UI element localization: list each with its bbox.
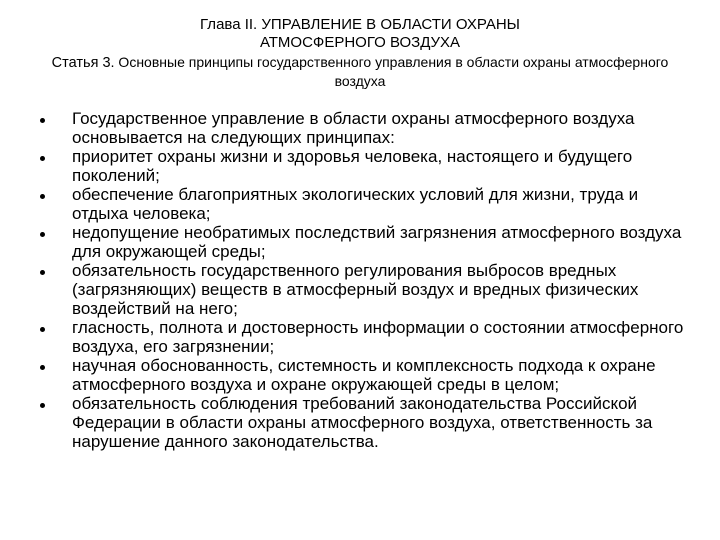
list-item bbox=[40, 261, 690, 318]
list-item-text: обеспечение благоприятных экологических условий для жизни, труда и отдыха человека; bbox=[72, 185, 639, 223]
article-label: Статья 3. bbox=[51, 55, 115, 71]
bullet-icon bbox=[40, 270, 45, 275]
chapter-title-line-2: АТМОСФЕРНОГО ВОЗДУХА bbox=[259, 34, 461, 51]
bullet-icon bbox=[40, 327, 45, 332]
principles-list bbox=[40, 109, 690, 451]
list-item-text: приоритет охраны жизни и здоровья человека, настоящего и будущего поколений; bbox=[72, 147, 633, 185]
list-item-text: недопущение необратимых последствий загрязнения атмосферного воздуха для окружающей среды; bbox=[72, 223, 682, 261]
list-item bbox=[40, 185, 690, 223]
slide-header bbox=[40, 16, 680, 91]
list-item-text: научная обоснованность, системность и комплексность подхода к охране атмосферного воздуха и охране окружающей среды в целом; bbox=[72, 356, 656, 394]
bullet-icon bbox=[40, 403, 45, 408]
list-item-text: гласность, полнота и достоверность информации о состоянии атмосферного воздуха, его загрязнении; bbox=[72, 318, 684, 356]
list-item bbox=[40, 318, 690, 356]
list-item-text: обязательность соблюдения требований законодательства Российской Федерации в области охраны атмосферного воздуха, ответственность за нарушение данного законодательства. bbox=[72, 394, 653, 451]
list-item bbox=[40, 147, 690, 185]
list-item bbox=[40, 223, 690, 261]
article-title: Основные принципы государственного управления в области охраны атмосферного воздуха bbox=[114, 54, 669, 89]
bullet-icon bbox=[40, 365, 45, 370]
list-item-text: Государственное управление в области охраны атмосферного воздуха основывается на следующих принципах: bbox=[72, 109, 635, 147]
list-item bbox=[40, 394, 690, 451]
list-item bbox=[40, 109, 690, 147]
list-item bbox=[40, 356, 690, 394]
list-item-text: обязательность государственного регулирования выбросов вредных (загрязняющих) веществ в атмосферный воздух и вредных физических воздействий на него; bbox=[72, 261, 639, 318]
bullet-icon bbox=[40, 194, 45, 199]
bullet-icon bbox=[40, 232, 45, 237]
bullet-icon bbox=[40, 156, 45, 161]
article-heading bbox=[40, 53, 680, 91]
bullet-icon bbox=[40, 118, 45, 123]
chapter-title-line-1: Глава II. УПРАВЛЕНИЕ В ОБЛАСТИ ОХРАНЫ bbox=[200, 16, 520, 33]
